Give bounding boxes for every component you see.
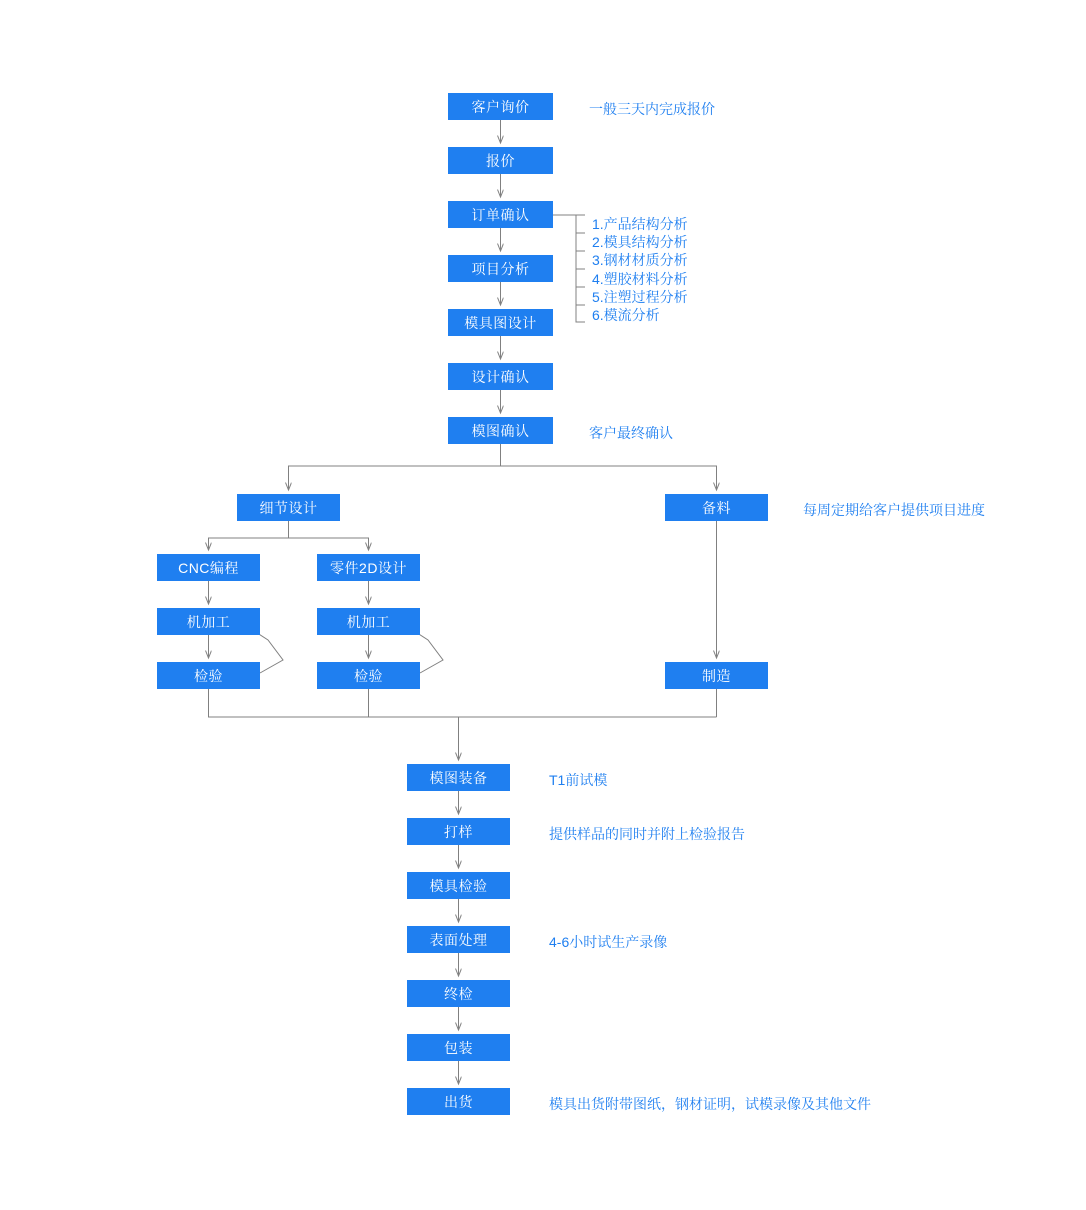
node-surface-treatment[interactable] (407, 926, 510, 953)
node-label: 报价 (486, 152, 515, 169)
analysis-item: 5.注塑过程分析 (592, 288, 688, 305)
node-design-confirm[interactable] (448, 363, 553, 390)
note-shipping: 模具出货附带图纸，钢材证明，试模录像及其他文件 (549, 1096, 871, 1112)
node-project-analysis[interactable] (448, 255, 553, 282)
note-drawing-confirm: 客户最终确认 (589, 425, 673, 441)
node-label: 出货 (444, 1093, 473, 1110)
node-label: 机加工 (186, 613, 231, 630)
node-machining-right[interactable] (317, 608, 420, 635)
node-label: CNC编程 (178, 559, 239, 576)
node-shipping[interactable] (407, 1088, 510, 1115)
node-quote[interactable] (448, 147, 553, 174)
node-label: 细节设计 (259, 499, 318, 516)
node-inspection-right[interactable] (317, 662, 420, 689)
analysis-item-list (592, 215, 688, 324)
node-label: 检验 (354, 667, 383, 684)
node-label: 制造 (702, 667, 731, 684)
node-mold-drawing-design[interactable] (448, 309, 553, 336)
node-label: 包装 (444, 1039, 473, 1056)
node-machining-left[interactable] (157, 608, 260, 635)
note-material-prep: 每周定期给客户提供项目进度 (803, 502, 985, 518)
node-detail-design[interactable] (237, 494, 340, 521)
node-label: 模图确认 (471, 422, 530, 439)
node-cnc-programming[interactable] (157, 554, 260, 581)
node-mold-inspection[interactable] (407, 872, 510, 899)
analysis-item: 3.钢材材质分析 (592, 252, 688, 269)
node-label: 备料 (702, 499, 731, 516)
node-label: 设计确认 (471, 368, 530, 385)
note-inquiry: 一般三天内完成报价 (589, 101, 715, 117)
node-label: 订单确认 (471, 206, 530, 223)
analysis-item: 2.模具结构分析 (592, 234, 688, 251)
node-label: 表面处理 (429, 931, 488, 948)
node-order-confirm[interactable] (448, 201, 553, 228)
node-label: 模图装备 (429, 769, 488, 786)
node-part-2d-design[interactable] (317, 554, 420, 581)
analysis-item: 4.塑胶材料分析 (592, 270, 688, 287)
analysis-item: 1.产品结构分析 (592, 216, 688, 232)
node-label: 客户询价 (471, 98, 530, 115)
node-packing[interactable] (407, 1034, 510, 1061)
node-label: 项目分析 (471, 260, 530, 277)
node-mold-assembly[interactable] (407, 764, 510, 791)
note-sampling: 提供样品的同时并附上检验报告 (549, 826, 745, 842)
node-label: 模具图设计 (464, 314, 537, 331)
node-inquiry[interactable] (448, 93, 553, 120)
node-sampling[interactable] (407, 818, 510, 845)
node-manufacture[interactable] (665, 662, 768, 689)
node-label: 检验 (194, 667, 223, 684)
node-label: 打样 (444, 823, 473, 840)
analysis-item: 6.模流分析 (592, 306, 660, 323)
note-mold-assembly: T1前试模 (549, 772, 608, 788)
node-final-inspection[interactable] (407, 980, 510, 1007)
node-material-prep[interactable] (665, 494, 768, 521)
node-label: 终检 (444, 985, 473, 1002)
node-inspection-left[interactable] (157, 662, 260, 689)
node-label: 模具检验 (429, 877, 488, 894)
note-surface-treatment: 4-6小时试生产录像 (549, 934, 668, 950)
node-drawing-confirm[interactable] (448, 417, 553, 444)
node-label: 零件2D设计 (330, 559, 407, 576)
node-label: 机加工 (346, 613, 391, 630)
